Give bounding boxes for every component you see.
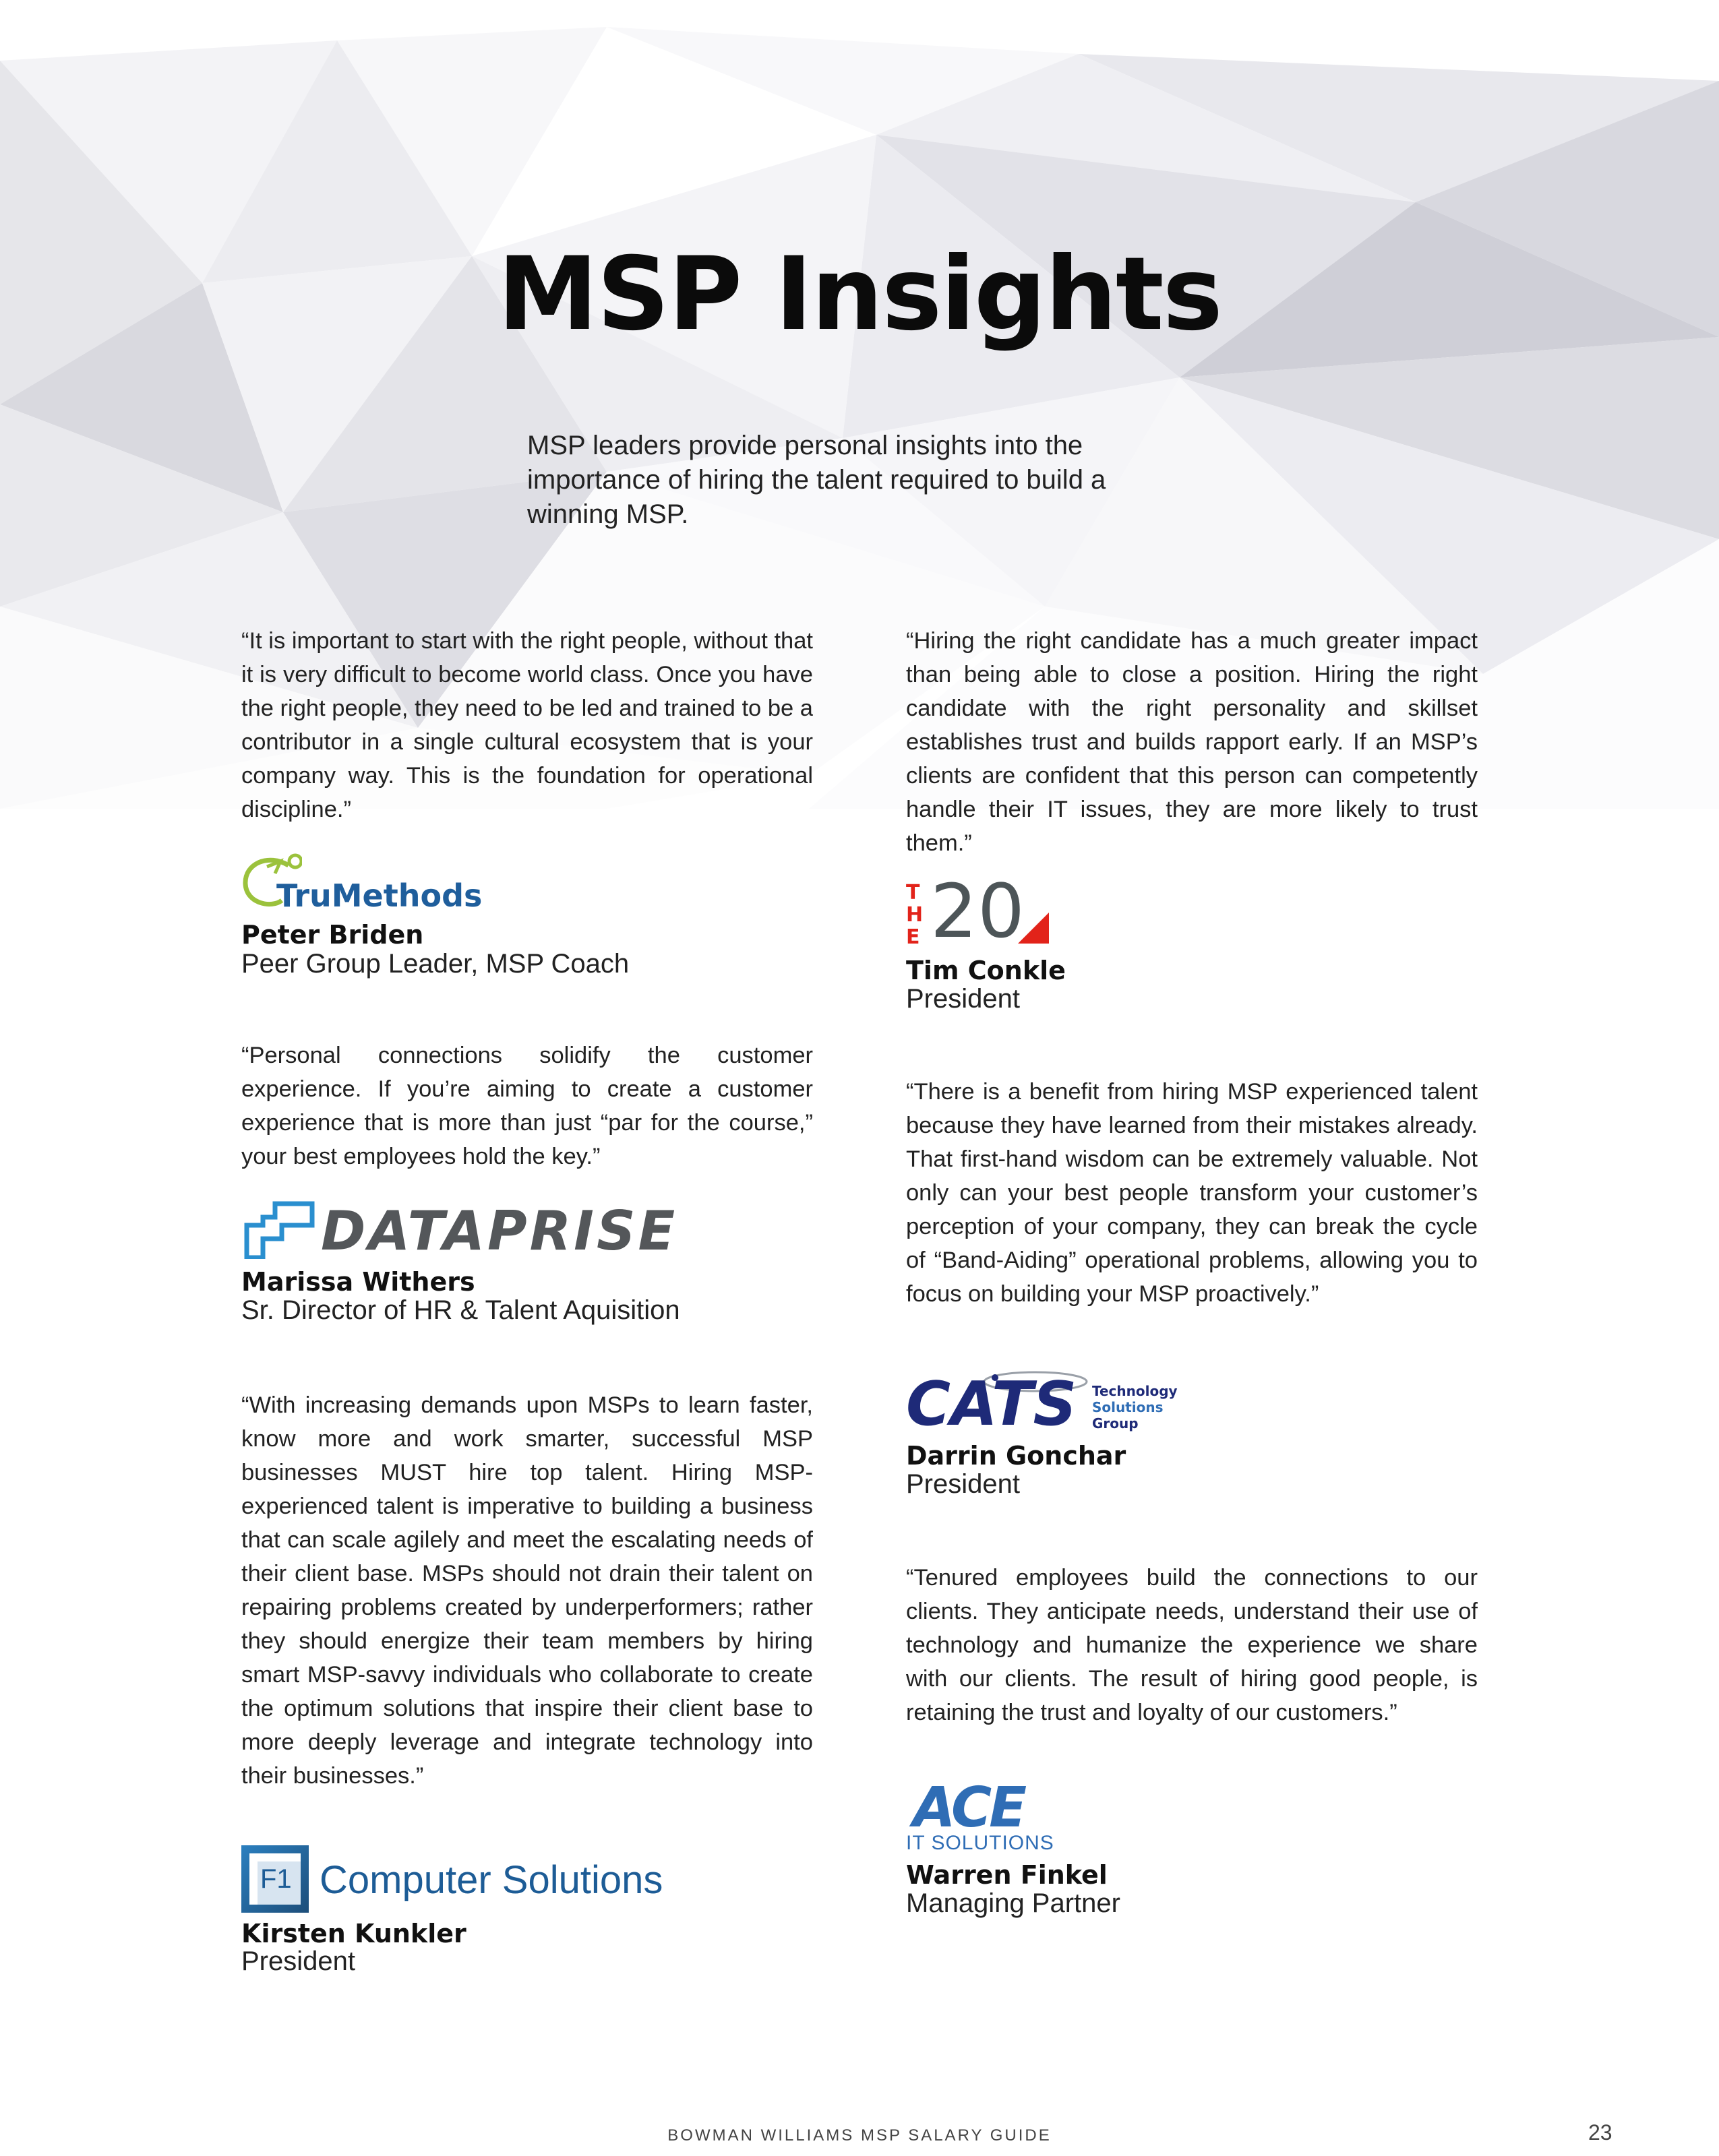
dataprise-squares-icon <box>241 1198 315 1259</box>
the20-number: 20 <box>930 868 1025 954</box>
quote-tim-conkle: “Hiring the right candidate has a much greater impact than being able to close a position. Hiring the right candidate with the right personality and skillset establishes trust and builds rapport early. If an MSP’s clients are confident that this person can competently handle their IT issues, they are more likely to trust them.” <box>906 628 1478 856</box>
trumethods-logo <box>241 846 511 914</box>
f1-badge-text: F1 <box>260 1864 292 1894</box>
name-warren-finkel: Warren Finkel <box>906 1860 1108 1890</box>
dataprise-logo <box>241 1198 693 1262</box>
ace-it-solutions-logo <box>906 1776 1081 1854</box>
footer-publication: BOWMAN WILLIAMS MSP SALARY GUIDE <box>667 2126 1052 2145</box>
name-marissa-withers: Marissa Withers <box>241 1267 475 1297</box>
quote-warren-finkel: “Tenured employees build the connections to our clients. They anticipate needs, understand their use of technology and humanize the experience we share with our clients. The result of hiring good people, is retaining the trust and loyalty of our customers.” <box>906 1565 1478 1725</box>
role-kirsten-kunkler: President <box>241 1946 355 1976</box>
cats-logo <box>906 1368 1203 1440</box>
quote-kirsten-kunkler: “With increasing demands upon MSPs to learn faster, know more and work smarter, successful MSP businesses MUST hire top talent. Hiring MSP-experienced talent is imperative to building a business that can scale agilely and meet the escalating needs of their client base. MSPs should not drain their talent on repairing problems created by underperformers; rather they should energize their team members by hiring smart MSP-savvy individuals who collaborate to create the optimum solutions that inspire their client base to more deeply leverage and integrate technology into their businesses.” <box>241 1392 813 1789</box>
cats-tagline-solutions: Solutions <box>1092 1399 1164 1415</box>
dataprise-wordmark: DATAPRISE <box>321 1200 678 1262</box>
name-peter-briden: Peter Briden <box>241 920 424 950</box>
the20-prefix: THE <box>906 881 924 949</box>
role-warren-finkel: Managing Partner <box>906 1888 1120 1918</box>
role-marissa-withers: Sr. Director of HR & Talent Aquisition <box>241 1295 680 1325</box>
the20-red-wedge <box>1018 913 1052 946</box>
name-darrin-gonchar: Darrin Gonchar <box>906 1441 1126 1471</box>
quote-marissa-withers: “Personal connections solidify the customer experience. If you’re aiming to create a customer experience that is more than just “par for the course,” your best employees hold the key.” <box>241 1043 813 1169</box>
page-number: 23 <box>1588 2120 1612 2145</box>
name-kirsten-kunkler: Kirsten Kunkler <box>241 1919 466 1948</box>
role-peter-briden: Peer Group Leader, MSP Coach <box>241 949 630 979</box>
cats-tagline-group: Group <box>1092 1415 1139 1431</box>
cats-wordmark: CATS <box>906 1369 1077 1440</box>
cats-tagline <box>1092 1383 1178 1431</box>
the20-logo <box>906 868 1075 954</box>
ace-wordmark: ACE <box>913 1776 1025 1840</box>
cats-tagline-technology: Technology <box>1092 1383 1178 1399</box>
role-darrin-gonchar: President <box>906 1469 1020 1499</box>
intro-paragraph: MSP leaders provide personal insights into the importance of hiring the talent required to build a winning MSP. <box>527 431 1106 529</box>
ace-subtitle: IT SOLUTIONS <box>906 1832 1054 1854</box>
role-tim-conkle: President <box>906 984 1020 1014</box>
name-tim-conkle: Tim Conkle <box>906 956 1066 985</box>
trumethods-wordmark: TruMethods <box>276 877 483 914</box>
f1-wordmark: Computer Solutions <box>320 1858 663 1902</box>
quote-peter-briden: “It is important to start with the right people, without that it is very difficult to become world class. Once you have the right people, they need to be led and trained to be a contributor in a single cultural ecosystem that is your company way. This is the foundation for operational discipline.” <box>241 628 813 822</box>
page-title: MSP Insights <box>497 236 1222 353</box>
quote-darrin-gonchar: “There is a benefit from hiring MSP experienced talent because they have learned from their mistakes already. That first-hand wisdom can be extremely valuable. Not only can your best people transform your customer’s perception of your company, they can break the cycle of “Band-Aiding” operational problems, allowing you to focus on building your MSP proactively.” <box>906 1079 1478 1307</box>
f1-computer-solutions-logo <box>241 1845 686 1913</box>
